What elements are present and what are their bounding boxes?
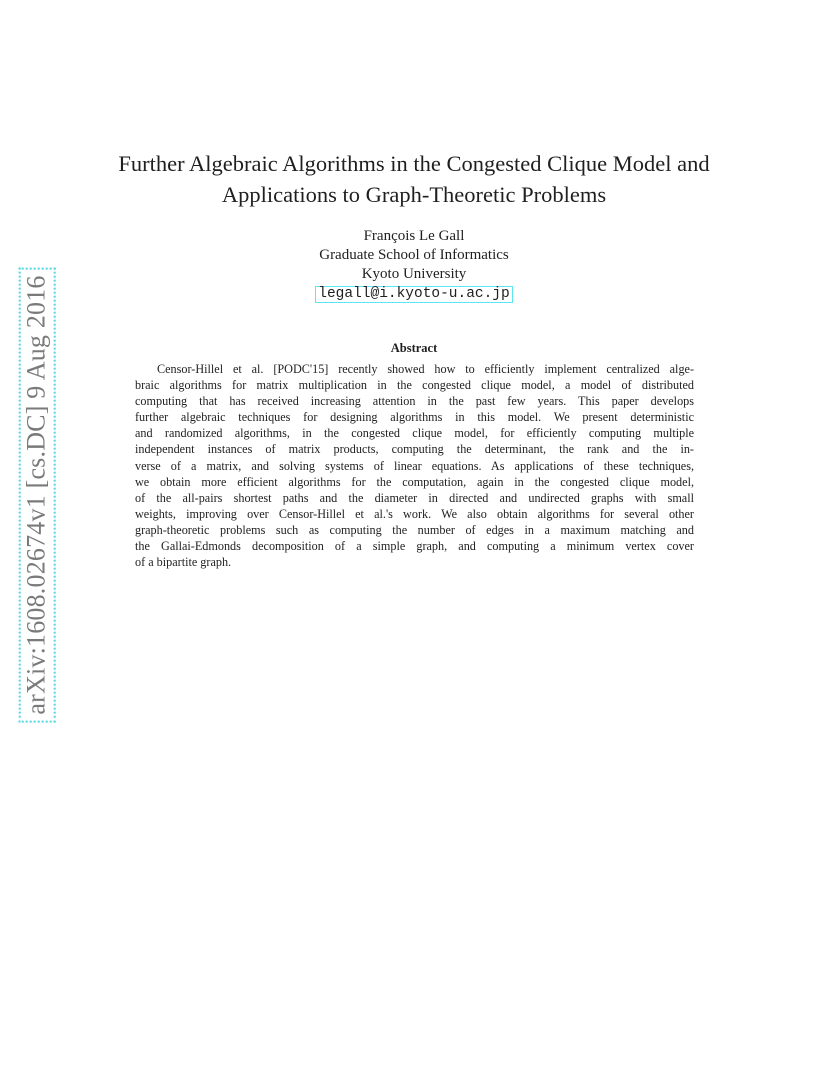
abstract-line: weights, improving over Censor-Hillel et al.'s work. We also obtain algorithms for several other <box>135 506 694 521</box>
paper-title-line-2: Applications to Graph-Theoretic Problems <box>221 182 607 207</box>
abstract-line: we obtain more efficient algorithms for the computation, again in the congested clique model, <box>135 474 694 489</box>
abstract-line: braic algorithms for matrix multiplication in the congested clique model, a model of distributed <box>135 378 694 393</box>
abstract-line: and randomized algorithms, in the congested clique model, for efficiently computing multiple <box>135 426 694 441</box>
abstract-line: graph-theoretic problems such as computing the number of edges in a maximum matching and <box>135 522 694 537</box>
author-affiliation-school: Graduate School of Informatics <box>319 247 509 263</box>
abstract-text <box>135 361 694 570</box>
abstract-line: the Gallai-Edmonds decomposition of a simple graph, and computing a minimum vertex cover <box>135 539 694 554</box>
abstract-line: of a bipartite graph. <box>135 555 232 570</box>
abstract-line: computing that has received increasing attention in the past few years. This paper develops <box>135 394 694 409</box>
abstract-line: Censor-Hillel et al. [PODC'15] recently showed how to efficiently implement centralized alge- <box>157 362 694 376</box>
author-affiliation-university: Kyoto University <box>361 266 467 282</box>
author-email-link[interactable]: legall@i.kyoto-u.ac.jp <box>315 286 512 303</box>
arxiv-identifier-stamp[interactable]: arXiv:1608.02674v1 [cs.DC] 9 Aug 2016 <box>19 267 56 722</box>
paper-title <box>60 148 768 210</box>
abstract-line: verse of a matrix, and solving systems of linear equations. As applications of these techniques, <box>135 458 694 473</box>
abstract-heading: Abstract <box>390 341 438 355</box>
author-name: François Le Gall <box>363 228 465 244</box>
paper-title-line-1: Further Algebraic Algorithms in the Congested Clique Model and <box>118 151 710 176</box>
abstract-line: further algebraic techniques for designing algorithms in this model. We present deterministic <box>135 410 694 425</box>
abstract-line: of the all-pairs shortest paths and the diameter in directed and undirected graphs with small <box>135 490 694 505</box>
author-block <box>214 227 614 303</box>
abstract-line: independent instances of matrix products, computing the determinant, the rank and the in- <box>135 442 694 457</box>
